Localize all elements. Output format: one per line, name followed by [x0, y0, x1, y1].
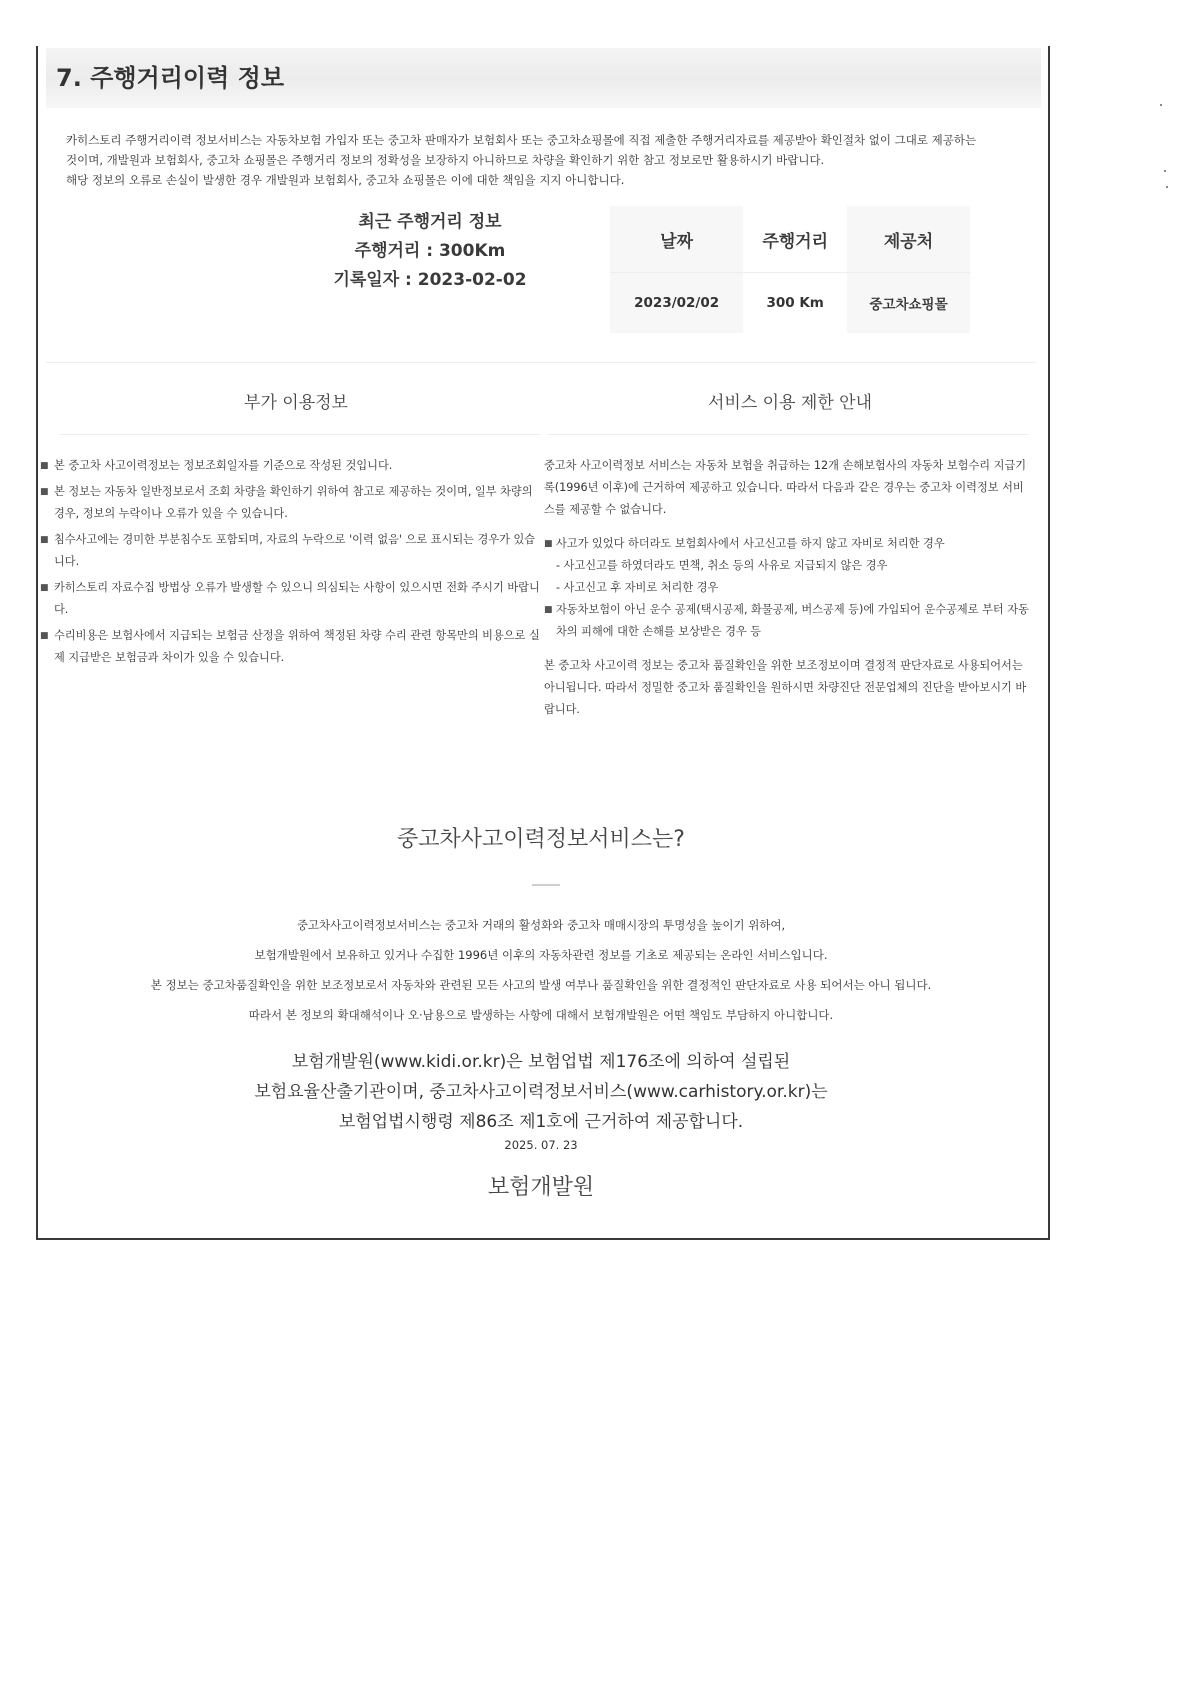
bullet-icon: ■ — [40, 583, 49, 593]
scan-speck — [1160, 104, 1162, 106]
table-row — [610, 273, 970, 334]
cell-provider: 중고차쇼핑몰 — [847, 273, 970, 334]
intro-line: 카히스토리 주행거리이력 정보서비스는 자동차보험 가입자 또는 중고차 판매자가 보험회사 또는 중고차쇼핑몰에 직접 제출한 주행거리자료를 제공받아 확인절차 없이 그대로 제공하는 — [66, 133, 977, 147]
bullet-icon: ■ — [40, 535, 49, 545]
bullet-icon: ■ — [544, 605, 553, 615]
about-line: 따라서 본 정보의 확대해석이나 오·남용으로 발생하는 사항에 대해서 보험개발원은 어떤 책임도 부담하지 아니합니다. — [248, 1008, 834, 1022]
list-item: ■ 침수사고에는 경미한 부분침수도 포함되며, 자료의 누락으로 '이력 없음' 으로 표시되는 경우가 있습니다. — [52, 529, 542, 573]
scan-speck — [1164, 170, 1166, 172]
list-item: ■ 카히스토리 자료수집 방법상 오류가 발생할 수 있으니 의심되는 사항이 있으시면 전화 주시기 바랍니다. — [52, 577, 542, 621]
mileage-history-table — [610, 206, 970, 333]
list-item: ■ 본 정보는 자동차 일반정보로서 조회 차량을 확인하기 위하여 참고로 제공하는 것이며, 일부 차량의 경우, 정보의 누락이나 오류가 있을 수 있습니다. — [52, 481, 542, 525]
header-mileage: 주행거리 — [762, 231, 829, 252]
limit-subcase: - 사고신고를 하였더라도 면책, 취소 등의 사유로 지급되지 않은 경우 — [556, 559, 888, 572]
about-title: 중고차사고이력정보서비스는? — [397, 827, 685, 852]
about-line: 본 정보는 중고차품질확인을 위한 보조정보로서 자동차와 관련된 모든 사고의 발생 여부나 품질확인을 위한 결정적인 판단자료로 사용 되어서는 아니 됩니다. — [150, 978, 932, 992]
legal-line: 보험요율산출기관이며, 중고차사고이력정보서비스(www.carhistory.or.kr)는 — [254, 1082, 828, 1102]
column-divider — [60, 434, 540, 435]
limit-case: ■ 사고가 있었다 하더라도 보험회사에서 사고신고를 하지 않고 자비로 처리한 경우 — [544, 533, 1034, 555]
additional-info-title: 부가 이용정보 — [244, 393, 348, 413]
about-line: 중고차사고이력정보서비스는 중고차 거래의 활성화와 중고차 매매시장의 투명성을 높이기 위하여, — [296, 918, 786, 932]
bullet-icon: ■ — [544, 539, 553, 549]
recent-mileage-summary — [300, 208, 560, 295]
recent-mileage: 주행거리 : 300Km — [354, 241, 506, 261]
recent-record-date: 기록일자 : 2023-02-02 — [333, 270, 527, 290]
cell-mileage: 300 Km — [743, 273, 847, 334]
bullet-icon: ■ — [40, 487, 49, 497]
header-date: 날짜 — [610, 206, 743, 273]
cell-date: 2023/02/02 — [610, 273, 743, 334]
about-body — [46, 910, 1036, 1030]
bullet-icon: ■ — [40, 631, 49, 641]
issue-date: 2025. 07. 23 — [504, 1138, 578, 1152]
recent-title: 최근 주행거리 정보 — [358, 212, 502, 232]
about-line: 보험개발원에서 보유하고 있거나 수집한 1996년 이후의 자동차관련 정보를 기초로 제공되는 온라인 서비스입니다. — [254, 948, 828, 962]
header-provider: 제공처 — [847, 206, 970, 273]
table-header-row — [610, 206, 970, 273]
list-item: ■ 수리비용은 보험사에서 지급되는 보험금 산정을 위하여 책정된 차량 수리 관련 항목만의 비용으로 실제 지급받은 보험금과 차이가 있을 수 있습니다. — [52, 625, 542, 669]
intro-line: 해당 정보의 오류로 손실이 발생한 경우 개발원과 보험회사, 중고차 쇼핑몰은 이에 대한 책임을 지지 아니합니다. — [66, 173, 625, 187]
list-item: ■ 본 중고차 사고이력정보는 정보조회일자를 기준으로 작성된 것입니다. — [52, 455, 542, 477]
column-divider — [548, 434, 1028, 435]
bullet-icon: ■ — [40, 461, 49, 471]
about-divider — [532, 884, 560, 886]
section-title: 7. 주행거리이력 정보 — [56, 64, 284, 92]
limit-subcase: - 사고신고 후 자비로 처리한 경우 — [556, 581, 719, 594]
section-divider — [46, 362, 1036, 363]
intro-line: 것이며, 개발원과 보험회사, 중고차 쇼핑몰은 주행거리 정보의 정확성을 보장하지 아니하므로 차량을 확인하기 위한 참고 정보로만 활용하시기 바랍니다. — [66, 153, 825, 167]
service-limits-intro: 중고차 사고이력정보 서비스는 자동차 보험을 취급하는 12개 손해보험사의 자동차 보험수리 지급기록(1996년 이후)에 근거하여 제공하고 있습니다. 따라서 다음과 같은 경우는 중고차 이력정보 서비스를 제공할 수 없습니다. — [544, 459, 1027, 516]
intro-notice — [66, 130, 1026, 190]
service-limits-content — [544, 455, 1034, 721]
issuer-name: 보험개발원 — [487, 1175, 595, 1200]
limit-case: ■ 자동차보험이 아닌 운수 공제(택시공제, 화물공제, 버스공제 등)에 가입되어 운수공제로 부터 자동차의 피해에 대한 손해를 보상받은 경우 등 — [544, 599, 1034, 643]
scan-speck — [1166, 186, 1168, 188]
service-limits-closing: 본 중고차 사고이력 정보는 중고차 품질확인을 위한 보조정보이며 결정적 판단자료로 사용되어서는 아니됩니다. 따라서 정밀한 중고차 품질확인을 원하시면 차량진단 전문업체의 진단을 받아보시기 바랍니다. — [544, 659, 1027, 716]
legal-statement — [46, 1047, 1036, 1137]
legal-line: 보험업법시행령 제86조 제1호에 근거하여 제공합니다. — [338, 1112, 744, 1132]
legal-line: 보험개발원(www.kidi.or.kr)은 보험업법 제176조에 의하여 설립된 — [291, 1052, 791, 1072]
service-limits-title: 서비스 이용 제한 안내 — [707, 393, 872, 413]
additional-info-list — [40, 455, 542, 673]
